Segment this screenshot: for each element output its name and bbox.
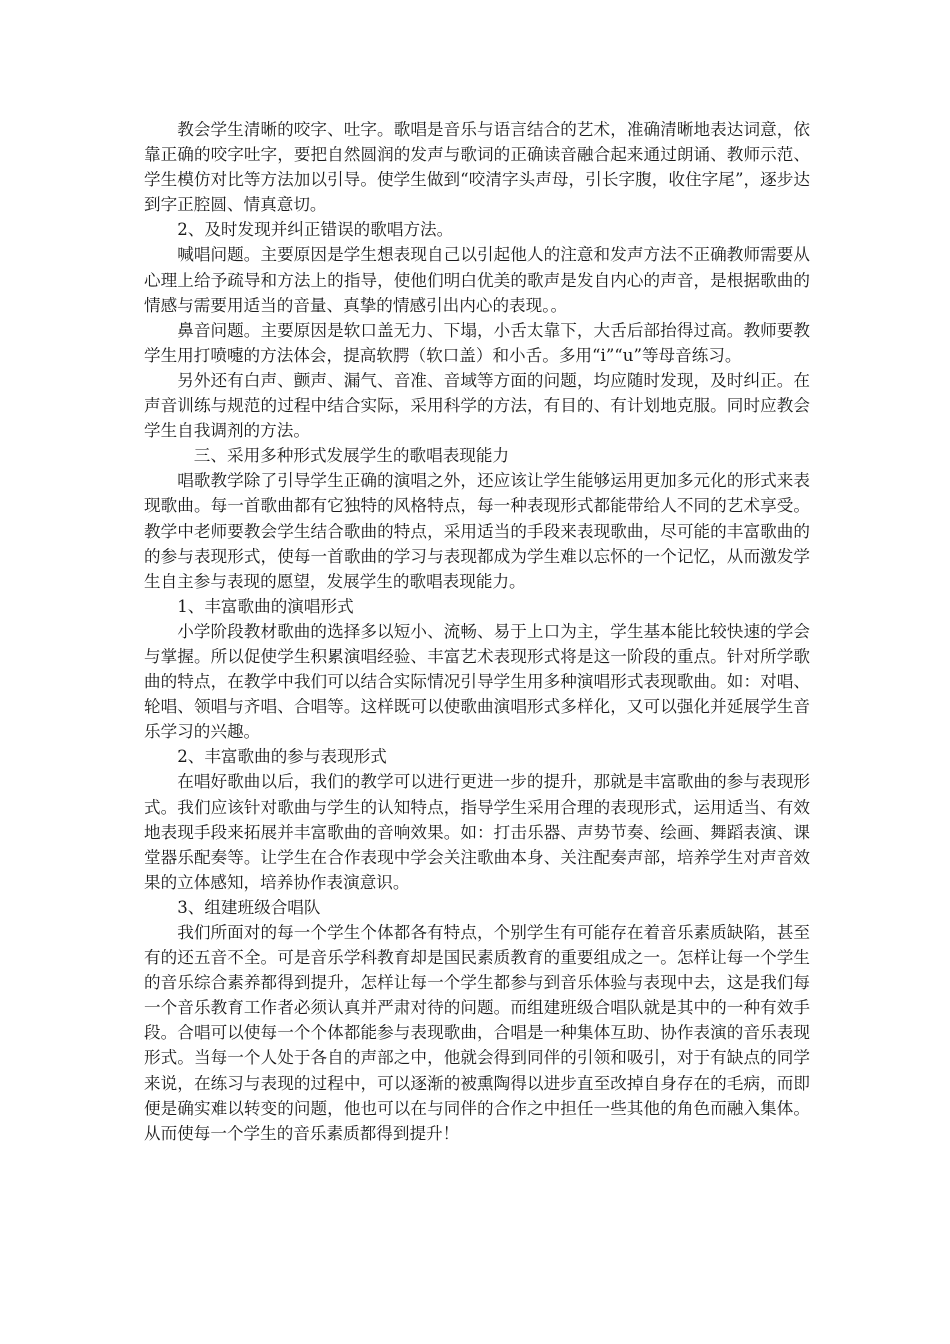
subheading-class-choir: 3、组建班级合唱队 <box>177 897 321 917</box>
paragraph-class-choir: 我们所面对的每一个学生个体都各有特点，个别学生有可能存在着音乐素质缺陷，甚至有的还五音不全。可是音乐学科教育却是国民素质教育的重要组成之一。怎样让每一个学生的音乐综合素养都得到提升，怎样让每一个学生都参与到音乐体验与表现中去，这是我们每一个音乐教育工作者必须认真并严肃对待的问题。而组建班级合唱队就是其中的一种有效手段。合唱可以使每一个个体都能参与表现歌曲，合唱是一种集体互助、协作表演的音乐表现形式。当每一个人处于各自的声部之中，他就会得到同伴的引领和吸引，对于有缺点的同学来说，在练习与表现的过程中，可以逐渐的被熏陶得以进步直至改掉自身存在的毛病，而即便是确实难以转变的问题，他也可以在与同伴的合作之中担任一些其他的角色而融入集体。从而使每一个学生的音乐素质都得到提升！ <box>144 923 810 1143</box>
paragraph-forms-intro: 唱歌教学除了引导学生正确的演唱之外，还应该让学生能够运用更加多元化的形式来表现歌曲。每一首歌曲都有它独特的风格特点，每一种表现形式都能带给人不同的艺术享受。教学中老师要教会学生结合歌曲的特点，采用适当的手段来表现歌曲，尽可能的丰富歌曲的的参与表现形式，使每一首歌曲的学习与表现都成为学生难以忘怀的一个记忆，从而激发学生自主参与表现的愿望，发展学生的歌唱表现能力。 <box>144 471 810 591</box>
paragraph-other-problems: 另外还有白声、颤声、漏气、音准、音域等方面的问题，均应随时发现，及时纠正。在声音训练与规范的过程中结合实际，采用科学的方法，有目的、有计划地克服。同时应教会学生自我调剂的方法。 <box>144 370 810 441</box>
paragraph-participation-forms: 在唱好歌曲以后，我们的教学可以进行更进一步的提升，那就是丰富歌曲的参与表现形式。我们应该针对歌曲与学生的认知特点，指导学生采用合理的表现形式，运用适当、有效地表现手段来拓展并丰富歌曲的音响效果。如：打击乐器、声势节奏、绘画、舞蹈表演、课堂器乐配奏等。让学生在合作表现中学会关注歌曲本身、关注配奏声部，培养学生对声音效果的立体感知，培养协作表演意识。 <box>144 772 810 892</box>
subheading-participation-forms: 2、丰富歌曲的参与表现形式 <box>177 747 387 767</box>
paragraph-articulation: 教会学生清晰的咬字、吐字。歌唱是音乐与语言结合的艺术，准确清晰地表达词意，依靠正确的咬字吐字，要把自然圆润的发声与歌词的正确读音融合起来通过朗诵、教师示范、学生模仿对比等方法加以引导。使学生做到“咬清字头声母，引长字腹，收住字尾”，逐步达到字正腔圆、情真意切。 <box>144 120 810 215</box>
subheading-singing-forms: 1、丰富歌曲的演唱形式 <box>177 596 354 616</box>
section-heading-three: 三、采用多种形式发展学生的歌唱表现能力 <box>193 446 510 466</box>
document-body <box>144 117 810 1146</box>
subheading-correct-methods: 2、及时发现并纠正错误的歌唱方法。 <box>177 220 454 240</box>
paragraph-singing-forms: 小学阶段教材歌曲的选择多以短小、流畅、易于上口为主，学生基本能比较快速的学会与掌握。所以促使学生积累演唱经验、丰富艺术表现形式将是这一阶段的重点。针对所学歌曲的特点，在教学中我们可以结合实际情况引导学生用多种演唱形式表现歌曲。如：对唱、轮唱、领唱与齐唱、合唱等。这样既可以使歌曲演唱形式多样化，又可以强化并延展学生音乐学习的兴趣。 <box>144 621 810 742</box>
paragraph-nasal: 鼻音问题。主要原因是软口盖无力、下塌，小舌太靠下，大舌后部抬得过高。教师要教学生用打喷嚏的方法体会，提高软腭（软口盖）和小舌。多用“i”“u”等母音练习。 <box>144 320 810 365</box>
paragraph-shouting: 喊唱问题。主要原因是学生想表现自己以引起他人的注意和发声方法不正确教师需要从心理上给予疏导和方法上的指导，使他们明白优美的歌声是发自内心的声音，是根据歌曲的情感与需要用适当的音量、真挚的情感引出内心的表现。。 <box>144 245 810 315</box>
